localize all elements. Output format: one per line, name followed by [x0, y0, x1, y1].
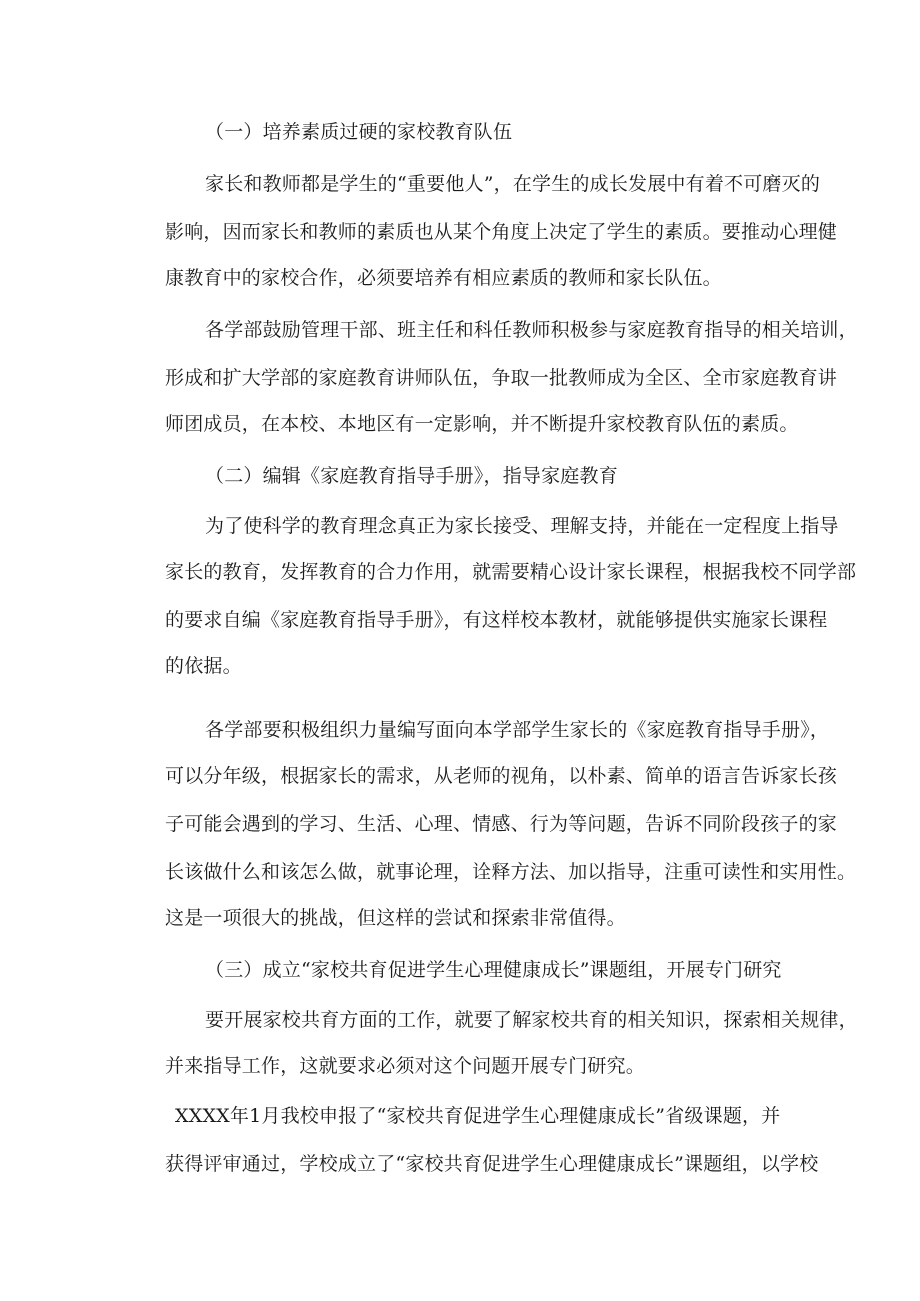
paragraph-line: 的依据。 — [165, 655, 242, 677]
paragraph-line: 影响，因而家长和教师的素质也从某个角度上决定了学生的素质。要推动心理健 — [165, 221, 838, 243]
paragraph-line: 长该做什么和该怎么做，就事论理，诠释方法、加以指导，注重可读性和实用性。 — [165, 861, 857, 883]
paragraph-line: 康教育中的家校合作，必须要培养有相应素质的教师和家长队伍。 — [165, 267, 722, 289]
paragraph-line: 获得评审通过，学校成立了“家校共育促进学生心理健康成长”课题组，以学校 — [165, 1153, 819, 1175]
paragraph-line: 子可能会遇到的学习、生活、心理、情感、行为等问题，告诉不同阶段孩子的家 — [165, 813, 838, 835]
paragraph-line: 可以分年级，根据家长的需求，从老师的视角，以朴素、简单的语言告诉家长孩 — [165, 765, 838, 787]
paragraph-line: 各学部鼓励管理干部、班主任和科任教师积极参与家庭教育指导的相关培训， — [205, 319, 858, 341]
paragraph-line: 这是一项很大的挑战，但这样的尝试和探索非常值得。 — [165, 907, 626, 929]
paragraph-line: 各学部要积极组织力量编写面向本学部学生家长的《家庭教育指导手册》， — [205, 719, 830, 741]
section-heading-2: （二）编辑《家庭教育指导手册》，指导家庭教育 — [205, 465, 618, 487]
paragraph-line: 并来指导工作，这就要求必须对这个问题开展专门研究。 — [165, 1055, 646, 1077]
section-heading-1: （一）培养素质过硬的家校教育队伍 — [205, 121, 513, 143]
paragraph-line: 要开展家校共育方面的工作，就要了解家校共育的相关知识，探索相关规律， — [205, 1009, 858, 1031]
paragraph-line: XXXX年1月我校申报了“家校共育促进学生心理健康成长”省级课题，并 — [175, 1105, 781, 1127]
paragraph-line: 家长的教育，发挥教育的合力作用，就需要精心设计家长课程，根据我校不同学部 — [165, 561, 857, 583]
paragraph-line: 为了使科学的教育理念真正为家长接受、理解支持，并能在一定程度上指导 — [205, 515, 839, 537]
paragraph-line: 师团成员，在本校、本地区有一定影响，并不断提升家校教育队伍的素质。 — [165, 413, 799, 435]
section-heading-3: （三）成立“家校共育促进学生心理健康成长”课题组，开展专门研究 — [205, 959, 782, 981]
paragraph-line: 的要求自编《家庭教育指导手册》，有这样校本教材，就能够提供实施家长课程 — [165, 609, 828, 631]
paragraph-line: 形成和扩大学部的家庭教育讲师队伍，争取一批教师成为全区、全市家庭教育讲 — [165, 367, 838, 389]
paragraph-line: 家长和教师都是学生的“重要他人”，在学生的成长发展中有着不可磨灭的 — [205, 173, 821, 195]
